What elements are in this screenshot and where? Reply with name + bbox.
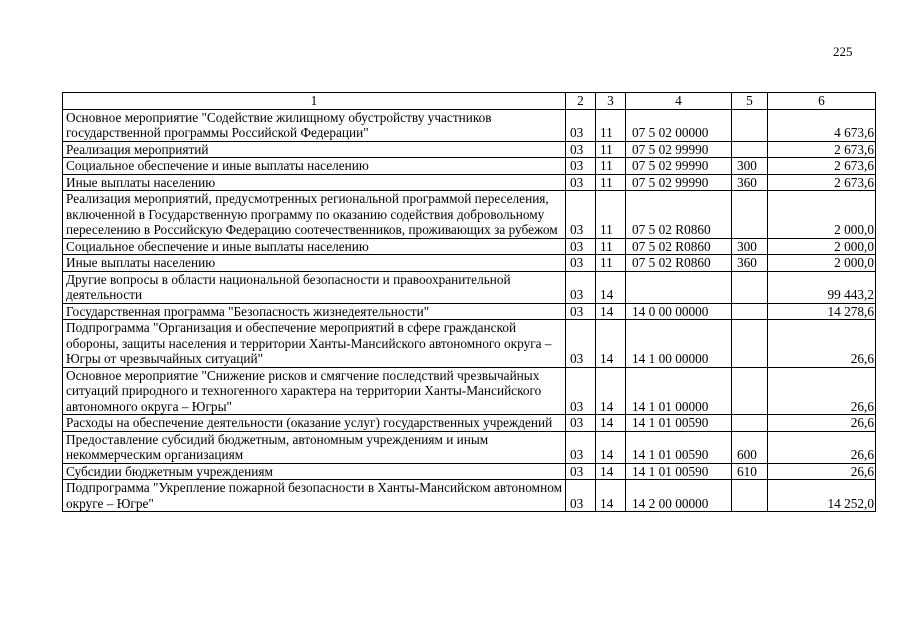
table-row [63, 303, 876, 320]
cell-section: 03 [566, 255, 596, 272]
cell-name: Расходы на обеспечение деятельности (оказание услуг) государственных учреждений [63, 415, 566, 432]
cell-section: 03 [566, 431, 596, 463]
cell-target-code: 14 1 00 00000 [626, 320, 732, 368]
cell-expense-type: 360 [732, 174, 768, 191]
cell-expense-type: 600 [732, 431, 768, 463]
cell-amount: 2 000,0 [768, 238, 876, 255]
cell-subsection: 14 [596, 480, 626, 512]
cell-expense-type [732, 320, 768, 368]
cell-target-code: 07 5 02 R0860 [626, 191, 732, 239]
cell-target-code: 14 2 00 00000 [626, 480, 732, 512]
cell-section: 03 [566, 191, 596, 239]
cell-section: 03 [566, 303, 596, 320]
cell-section: 03 [566, 463, 596, 480]
cell-subsection: 11 [596, 191, 626, 239]
table-row [63, 431, 876, 463]
cell-amount: 14 252,0 [768, 480, 876, 512]
cell-amount: 14 278,6 [768, 303, 876, 320]
cell-section: 03 [566, 158, 596, 175]
cell-amount: 99 443,2 [768, 271, 876, 303]
cell-target-code: 07 5 02 99990 [626, 141, 732, 158]
cell-subsection: 11 [596, 141, 626, 158]
cell-section: 03 [566, 367, 596, 415]
cell-target-code [626, 271, 732, 303]
table-row [63, 174, 876, 191]
cell-section: 03 [566, 480, 596, 512]
cell-name: Государственная программа "Безопасность жизнедеятельности" [63, 303, 566, 320]
cell-subsection: 14 [596, 320, 626, 368]
cell-amount: 2 000,0 [768, 255, 876, 272]
cell-name: Подпрограмма "Организация и обеспечение мероприятий в сфере гражданской обороны, защиты населения и территории Ханты-Мансийского автономного округа – Югры от чрезвычайных ситуаций" [63, 320, 566, 368]
table-row [63, 463, 876, 480]
cell-name: Субсидии бюджетным учреждениям [63, 463, 566, 480]
cell-section: 03 [566, 109, 596, 141]
cell-expense-type [732, 303, 768, 320]
cell-subsection: 11 [596, 174, 626, 191]
cell-amount: 26,6 [768, 367, 876, 415]
table-row [63, 255, 876, 272]
cell-expense-type: 610 [732, 463, 768, 480]
cell-target-code: 14 0 00 00000 [626, 303, 732, 320]
cell-subsection: 11 [596, 109, 626, 141]
table-row [63, 158, 876, 175]
cell-target-code: 07 5 02 R0860 [626, 238, 732, 255]
cell-target-code: 14 1 01 00590 [626, 415, 732, 432]
cell-subsection: 14 [596, 431, 626, 463]
cell-name: Основное мероприятие "Снижение рисков и смягчение последствий чрезвычайных ситуаций природного и техногенного характера на территории Ханты-Мансийского автономного округа – Югры" [63, 367, 566, 415]
cell-expense-type: 300 [732, 158, 768, 175]
cell-expense-type [732, 415, 768, 432]
cell-amount: 4 673,6 [768, 109, 876, 141]
cell-expense-type [732, 191, 768, 239]
cell-target-code: 07 5 02 99990 [626, 174, 732, 191]
cell-name: Иные выплаты населению [63, 174, 566, 191]
cell-name: Реализация мероприятий, предусмотренных региональной программой переселения, включенной в Государственную программу по оказанию содействия добровольному переселению в Российскую Федерацию соотечественников, проживающих за рубежом [63, 191, 566, 239]
cell-section: 03 [566, 238, 596, 255]
cell-subsection: 11 [596, 158, 626, 175]
cell-amount: 26,6 [768, 431, 876, 463]
cell-expense-type [732, 367, 768, 415]
cell-name: Реализация мероприятий [63, 141, 566, 158]
cell-section: 03 [566, 174, 596, 191]
cell-section: 03 [566, 141, 596, 158]
cell-amount: 2 673,6 [768, 158, 876, 175]
header-cell-4: 4 [626, 93, 732, 110]
cell-expense-type [732, 480, 768, 512]
cell-target-code: 14 1 01 00590 [626, 463, 732, 480]
header-cell-3: 3 [596, 93, 626, 110]
cell-name: Иные выплаты населению [63, 255, 566, 272]
cell-section: 03 [566, 415, 596, 432]
budget-table [62, 92, 876, 512]
cell-amount: 26,6 [768, 463, 876, 480]
table-row [63, 271, 876, 303]
cell-target-code: 07 5 02 R0860 [626, 255, 732, 272]
table-body [63, 93, 876, 512]
cell-name: Социальное обеспечение и иные выплаты населению [63, 158, 566, 175]
cell-subsection: 14 [596, 303, 626, 320]
page-number: 225 [833, 44, 853, 59]
cell-name: Другие вопросы в области национальной безопасности и правоохранительной деятельности [63, 271, 566, 303]
cell-target-code: 14 1 01 00590 [626, 431, 732, 463]
table-row [63, 191, 876, 239]
cell-section: 03 [566, 271, 596, 303]
cell-subsection: 14 [596, 415, 626, 432]
cell-target-code: 07 5 02 99990 [626, 158, 732, 175]
header-cell-2: 2 [566, 93, 596, 110]
header-cell-1: 1 [63, 93, 566, 110]
cell-amount: 2 000,0 [768, 191, 876, 239]
cell-name: Социальное обеспечение и иные выплаты населению [63, 238, 566, 255]
header-cell-5: 5 [732, 93, 768, 110]
cell-amount: 26,6 [768, 320, 876, 368]
cell-expense-type [732, 141, 768, 158]
table-row [63, 109, 876, 141]
cell-subsection: 14 [596, 463, 626, 480]
cell-amount: 2 673,6 [768, 141, 876, 158]
cell-target-code: 07 5 02 00000 [626, 109, 732, 141]
cell-expense-type [732, 109, 768, 141]
cell-section: 03 [566, 320, 596, 368]
table-row [63, 415, 876, 432]
cell-name: Основное мероприятие "Содействие жилищному обустройству участников государственной программы Российской Федерации" [63, 109, 566, 141]
cell-subsection: 11 [596, 255, 626, 272]
table-row [63, 480, 876, 512]
cell-subsection: 11 [596, 238, 626, 255]
cell-subsection: 14 [596, 367, 626, 415]
table-row [63, 141, 876, 158]
table-row [63, 367, 876, 415]
cell-expense-type [732, 271, 768, 303]
cell-amount: 26,6 [768, 415, 876, 432]
cell-target-code: 14 1 01 00000 [626, 367, 732, 415]
cell-expense-type: 360 [732, 255, 768, 272]
cell-subsection: 14 [596, 271, 626, 303]
table-row [63, 238, 876, 255]
cell-expense-type: 300 [732, 238, 768, 255]
table-row [63, 320, 876, 368]
header-cell-6: 6 [768, 93, 876, 110]
table-header-row [63, 93, 876, 110]
cell-name: Подпрограмма "Укрепление пожарной безопасности в Ханты-Мансийском автономном округе – Югре" [63, 480, 566, 512]
cell-amount: 2 673,6 [768, 174, 876, 191]
cell-name: Предоставление субсидий бюджетным, автономным учреждениям и иным некоммерческим организациям [63, 431, 566, 463]
